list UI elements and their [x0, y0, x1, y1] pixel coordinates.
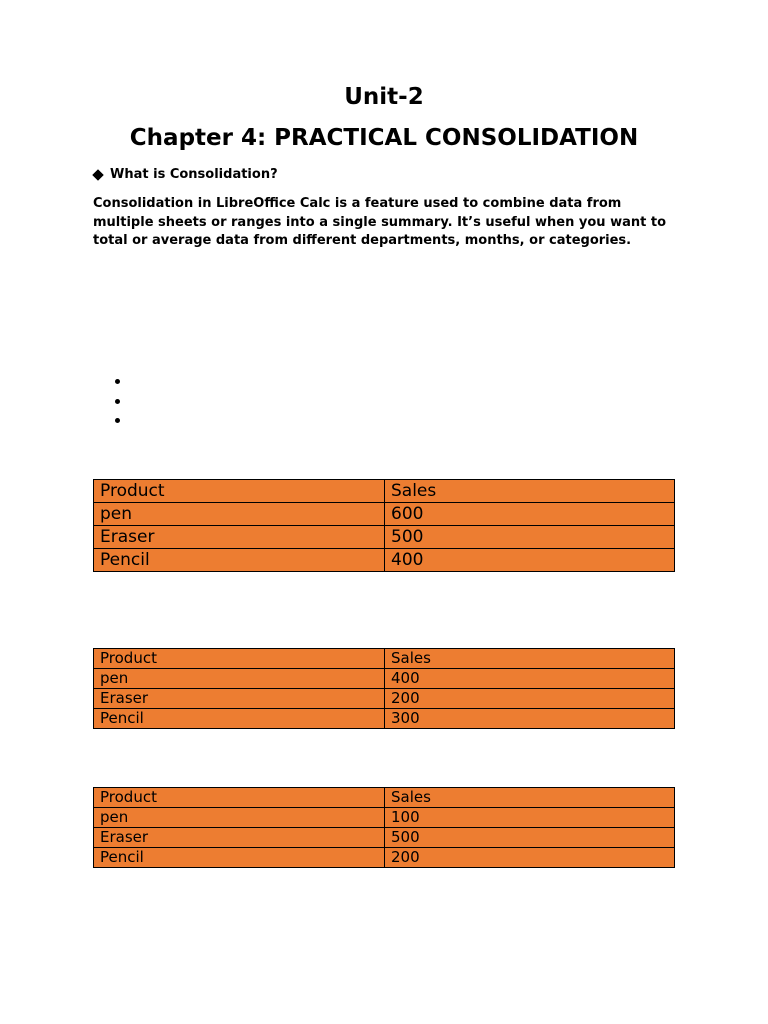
- section-question: [94, 167, 278, 182]
- table-header-row: [94, 788, 675, 808]
- question-text: What is Consolidation?: [110, 167, 278, 182]
- table-row: [94, 828, 675, 848]
- product-cell: Eraser: [94, 526, 385, 549]
- sales-cell: 300: [385, 709, 675, 729]
- table-row: [94, 669, 675, 689]
- product-cell: Eraser: [94, 689, 385, 709]
- table-row: [94, 549, 675, 572]
- table-header-row: [94, 480, 675, 503]
- sales-cell: 200: [385, 848, 675, 868]
- table-row: [94, 709, 675, 729]
- product-cell: pen: [94, 503, 385, 526]
- product-cell: pen: [94, 808, 385, 828]
- table-row: [94, 808, 675, 828]
- product-cell: pen: [94, 669, 385, 689]
- sales-table-2: [93, 648, 675, 729]
- sales-table-1: [93, 479, 675, 572]
- intro-paragraph: Consolidation in LibreOffice Calc is a feature used to combine data from multiple sheets or ranges into a single summary. It’s useful when you want to total or average data from different departments, months, or categories.: [93, 196, 667, 248]
- header-cell-sales: Sales: [385, 649, 675, 669]
- product-cell: Eraser: [94, 828, 385, 848]
- product-cell: Pencil: [94, 549, 385, 572]
- sales-cell: 200: [385, 689, 675, 709]
- sales-cell: 500: [385, 828, 675, 848]
- diamond-bullet-icon: [92, 169, 103, 180]
- header-cell-product: Product: [94, 788, 385, 808]
- header-cell-sales: Sales: [385, 788, 675, 808]
- table-row: [94, 526, 675, 549]
- table-row: [94, 503, 675, 526]
- sales-cell: 600: [385, 503, 675, 526]
- sales-cell: 500: [385, 526, 675, 549]
- sales-cell: 400: [385, 669, 675, 689]
- sales-cell: 100: [385, 808, 675, 828]
- table-header-row: [94, 649, 675, 669]
- sales-table-3: [93, 787, 675, 868]
- chapter-title: Chapter 4: PRACTICAL CONSOLIDATION: [129, 125, 639, 151]
- header-cell-product: Product: [94, 480, 385, 503]
- unit-title: Unit-2: [344, 84, 424, 110]
- header-cell-product: Product: [94, 649, 385, 669]
- table-row: [94, 848, 675, 868]
- header-cell-sales: Sales: [385, 480, 675, 503]
- product-cell: Pencil: [94, 709, 385, 729]
- product-cell: Pencil: [94, 848, 385, 868]
- sales-cell: 400: [385, 549, 675, 572]
- table-row: [94, 689, 675, 709]
